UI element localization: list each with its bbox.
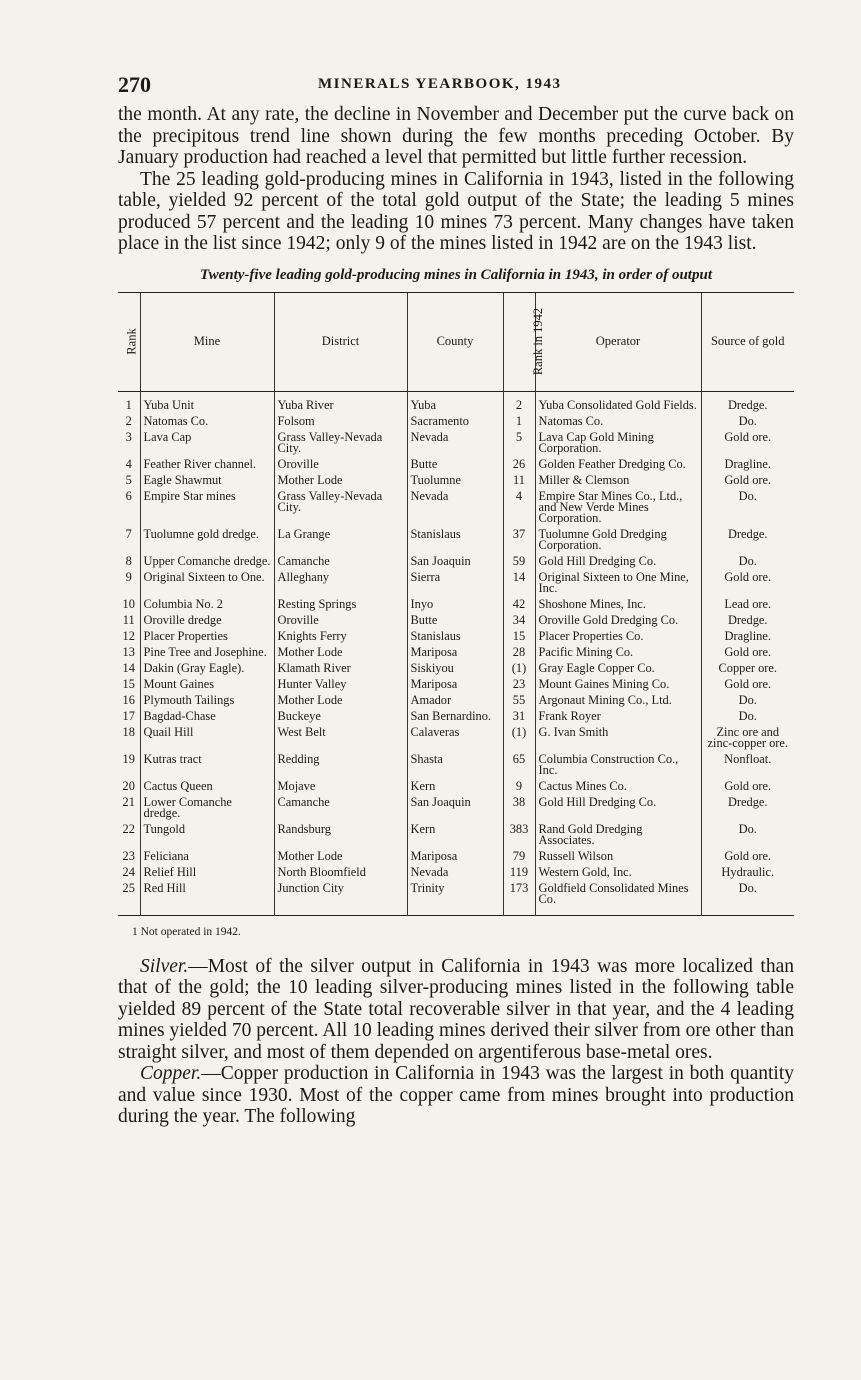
- cell-rank: 16: [122, 692, 135, 707]
- cell-rank-1942: (1): [503, 724, 535, 751]
- cell-mine: Kutras tract: [140, 751, 274, 778]
- cell-source: Copper ore.: [701, 660, 794, 676]
- cell-district: Yuba River: [274, 391, 407, 413]
- cell-mine: Empire Star mines: [140, 488, 274, 526]
- table-row: [118, 708, 794, 724]
- table-row: [118, 644, 794, 660]
- cell-rank: 13: [122, 644, 135, 659]
- cell-rank-1942: 28: [503, 644, 535, 660]
- cell-operator: Gray Eagle Copper Co.: [535, 660, 701, 676]
- cell-district: West Belt: [274, 724, 407, 751]
- cell-operator: Pacific Mining Co.: [535, 644, 701, 660]
- table-row: [118, 488, 794, 526]
- cell-mine: Yuba Unit: [140, 391, 274, 413]
- cell-operator: Oroville Gold Dredging Co.: [535, 612, 701, 628]
- cell-mine: Feather River channel.: [140, 456, 274, 472]
- cell-rank: 8: [125, 553, 132, 568]
- cell-operator: Placer Properties Co.: [535, 628, 701, 644]
- cell-operator: Western Gold, Inc.: [535, 864, 701, 880]
- cell-county: Butte: [407, 612, 503, 628]
- cell-operator: Natomas Co.: [535, 413, 701, 429]
- cell-operator: Original Sixteen to One Mine, Inc.: [535, 569, 701, 596]
- cell-operator: G. Ivan Smith: [535, 724, 701, 751]
- cell-rank-1942: 31: [503, 708, 535, 724]
- cell-rank-1942: 173: [503, 880, 535, 916]
- cell-source: Hydraulic.: [701, 864, 794, 880]
- silver-heading: Silver.: [140, 955, 189, 977]
- cell-district: Mother Lode: [274, 472, 407, 488]
- copper-text: —Copper production in California in 1943 was the largest in both quantity and value since 1930. Most of the copper came from mines brought into production during the year. The following: [118, 1063, 794, 1127]
- cell-county: Kern: [407, 778, 503, 794]
- cell-district: Junction City: [274, 880, 407, 916]
- table-row: [118, 456, 794, 472]
- table-row: [118, 628, 794, 644]
- cell-source: Gold ore.: [701, 848, 794, 864]
- gold-mines-table: [118, 292, 794, 918]
- cell-rank: 24: [122, 864, 135, 879]
- table-row: [118, 676, 794, 692]
- cell-mine: Bagdad-Chase: [140, 708, 274, 724]
- cell-rank: 6: [125, 488, 132, 503]
- cell-operator: Mount Gaines Mining Co.: [535, 676, 701, 692]
- table-row: [118, 612, 794, 628]
- cell-operator: Empire Star Mines Co., Ltd., and New Verde Mines Corporation.: [535, 488, 701, 526]
- cell-county: Mariposa: [407, 676, 503, 692]
- cell-rank-1942: 34: [503, 612, 535, 628]
- cell-mine: Lava Cap: [140, 429, 274, 456]
- cell-rank: 9: [125, 569, 132, 584]
- cell-rank-1942: 55: [503, 692, 535, 708]
- cell-county: Sierra: [407, 569, 503, 596]
- table-row: [118, 569, 794, 596]
- cell-mine: Relief Hill: [140, 864, 274, 880]
- cell-rank-1942: 2: [503, 391, 535, 413]
- cell-mine: Tungold: [140, 821, 274, 848]
- cell-source: Gold ore.: [701, 472, 794, 488]
- cell-source: Do.: [701, 488, 794, 526]
- cell-rank: 2: [125, 413, 132, 428]
- cell-rank-1942: 15: [503, 628, 535, 644]
- cell-district: Mother Lode: [274, 644, 407, 660]
- cell-operator: Rand Gold Dredging Associates.: [535, 821, 701, 848]
- header-source: Source of gold: [701, 292, 794, 391]
- cell-district: Redding: [274, 751, 407, 778]
- cell-mine: Columbia No. 2: [140, 596, 274, 612]
- cell-county: Amador: [407, 692, 503, 708]
- table-row: [118, 751, 794, 778]
- cell-district: Grass Valley-Nevada City.: [274, 429, 407, 456]
- cell-district: Grass Valley-Nevada City.: [274, 488, 407, 526]
- cell-rank-1942: 79: [503, 848, 535, 864]
- cell-source: Dredge.: [701, 526, 794, 553]
- cell-district: Mother Lode: [274, 692, 407, 708]
- cell-rank-1942: 26: [503, 456, 535, 472]
- cell-mine: Quail Hill: [140, 724, 274, 751]
- document-page: [118, 70, 794, 1128]
- cell-mine: Placer Properties: [140, 628, 274, 644]
- cell-mine: Natomas Co.: [140, 413, 274, 429]
- cell-mine: Tuolumne gold dredge.: [140, 526, 274, 553]
- silver-paragraph: [118, 956, 794, 1064]
- table-row: [118, 864, 794, 880]
- table-row: [118, 724, 794, 751]
- cell-district: Knights Ferry: [274, 628, 407, 644]
- cell-rank-1942: 383: [503, 821, 535, 848]
- cell-rank: 18: [122, 724, 135, 739]
- cell-mine: Upper Comanche dredge.: [140, 553, 274, 569]
- cell-county: San Joaquin: [407, 553, 503, 569]
- cell-operator: Miller & Clemson: [535, 472, 701, 488]
- table-row: [118, 553, 794, 569]
- cell-county: Tuolumne: [407, 472, 503, 488]
- copper-paragraph: [118, 1063, 794, 1128]
- cell-county: Mariposa: [407, 644, 503, 660]
- cell-mine: Oroville dredge: [140, 612, 274, 628]
- cell-county: Inyo: [407, 596, 503, 612]
- cell-rank: 14: [122, 660, 135, 675]
- cell-rank: 1: [125, 397, 132, 412]
- cell-source: Gold ore.: [701, 429, 794, 456]
- cell-source: Gold ore.: [701, 644, 794, 660]
- cell-rank: 7: [125, 526, 132, 541]
- table-row: [118, 472, 794, 488]
- cell-operator: Russell Wilson: [535, 848, 701, 864]
- cell-county: Stanislaus: [407, 526, 503, 553]
- cell-mine: Plymouth Tailings: [140, 692, 274, 708]
- cell-source: Do.: [701, 708, 794, 724]
- cell-source: Dragline.: [701, 456, 794, 472]
- cell-rank: 25: [122, 880, 135, 895]
- cell-district: Resting Springs: [274, 596, 407, 612]
- cell-rank: 23: [122, 848, 135, 863]
- table-row: [118, 526, 794, 553]
- cell-mine: Original Sixteen to One.: [140, 569, 274, 596]
- table-caption: Twenty-five leading gold-producing mines in California in 1943, in order of output: [200, 266, 712, 283]
- cell-source: Dragline.: [701, 628, 794, 644]
- cell-source: Gold ore.: [701, 676, 794, 692]
- cell-county: Nevada: [407, 429, 503, 456]
- cell-operator: Shoshone Mines, Inc.: [535, 596, 701, 612]
- cell-county: Mariposa: [407, 848, 503, 864]
- table-row: [118, 692, 794, 708]
- cell-mine: Feliciana: [140, 848, 274, 864]
- cell-rank: 4: [125, 456, 132, 471]
- cell-county: Siskiyou: [407, 660, 503, 676]
- cell-source: Dredge.: [701, 794, 794, 821]
- page-number: 270: [118, 72, 151, 97]
- header-district: District: [274, 292, 407, 391]
- cell-rank-1942: 11: [503, 472, 535, 488]
- header-operator: Operator: [535, 292, 701, 391]
- cell-source: Do.: [701, 880, 794, 916]
- table-bottom-rule: [118, 915, 794, 918]
- header-county: County: [407, 292, 503, 391]
- cell-mine: Lower Comanche dredge.: [140, 794, 274, 821]
- table-row: [118, 596, 794, 612]
- cell-district: Camanche: [274, 794, 407, 821]
- cell-rank: 21: [122, 794, 135, 809]
- cell-rank-1942: 42: [503, 596, 535, 612]
- table-row: [118, 778, 794, 794]
- cell-rank: 19: [122, 751, 135, 766]
- cell-operator: Argonaut Mining Co., Ltd.: [535, 692, 701, 708]
- header-rank-1942: Rank in 1942: [503, 292, 535, 391]
- cell-county: Stanislaus: [407, 628, 503, 644]
- running-head: [118, 70, 794, 104]
- cell-district: Camanche: [274, 553, 407, 569]
- cell-mine: Red Hill: [140, 880, 274, 916]
- table-row: [118, 821, 794, 848]
- cell-district: Mother Lode: [274, 848, 407, 864]
- cell-rank-1942: 4: [503, 488, 535, 526]
- cell-rank-1942: 37: [503, 526, 535, 553]
- cell-rank-1942: 23: [503, 676, 535, 692]
- cell-operator: Columbia Construction Co., Inc.: [535, 751, 701, 778]
- cell-source: Do.: [701, 553, 794, 569]
- cell-rank-1942: 59: [503, 553, 535, 569]
- cell-district: Oroville: [274, 456, 407, 472]
- cell-district: Mojave: [274, 778, 407, 794]
- table-header-row: [118, 292, 794, 391]
- cell-rank-1942: 14: [503, 569, 535, 596]
- cell-operator: Tuolumne Gold Dredging Corporation.: [535, 526, 701, 553]
- table-row: [118, 660, 794, 676]
- cell-district: Buckeye: [274, 708, 407, 724]
- cell-mine: Mount Gaines: [140, 676, 274, 692]
- cell-operator: Lava Cap Gold Mining Corporation.: [535, 429, 701, 456]
- cell-district: La Grange: [274, 526, 407, 553]
- cell-district: North Bloomfield: [274, 864, 407, 880]
- copper-heading: Copper.: [140, 1063, 202, 1084]
- cell-county: Kern: [407, 821, 503, 848]
- header-rank: Rank: [118, 292, 140, 391]
- cell-source: Lead ore.: [701, 596, 794, 612]
- cell-rank: 22: [122, 821, 135, 836]
- cell-rank-1942: 5: [503, 429, 535, 456]
- cell-operator: Gold Hill Dredging Co.: [535, 553, 701, 569]
- intro-paragraph-1: the month. At any rate, the decline in November and December put the curve back on the precipitous trend line shown during the few months preceding October. By January production had reached a level that permitted but little further recession.: [118, 104, 794, 168]
- table-row: [118, 848, 794, 864]
- cell-rank-1942: 38: [503, 794, 535, 821]
- cell-source: Gold ore.: [701, 778, 794, 794]
- cell-county: Yuba: [407, 391, 503, 413]
- cell-operator: Cactus Mines Co.: [535, 778, 701, 794]
- cell-county: San Bernardino.: [407, 708, 503, 724]
- cell-source: Do.: [701, 821, 794, 848]
- cell-district: Oroville: [274, 612, 407, 628]
- cell-rank-1942: 65: [503, 751, 535, 778]
- cell-mine: Eagle Shawmut: [140, 472, 274, 488]
- cell-district: Alleghany: [274, 569, 407, 596]
- cell-source: Do.: [701, 692, 794, 708]
- cell-rank: 10: [122, 596, 135, 611]
- cell-mine: Cactus Queen: [140, 778, 274, 794]
- table-footnote: 1 Not operated in 1942.: [132, 925, 241, 938]
- cell-rank: 17: [122, 708, 135, 723]
- cell-source: Dredge.: [701, 612, 794, 628]
- cell-rank-1942: 9: [503, 778, 535, 794]
- cell-rank: 11: [122, 612, 135, 627]
- cell-county: Trinity: [407, 880, 503, 916]
- cell-rank: 3: [125, 429, 132, 444]
- cell-rank-1942: 1: [503, 413, 535, 429]
- cell-mine: Dakin (Gray Eagle).: [140, 660, 274, 676]
- cell-rank: 20: [122, 778, 135, 793]
- table-row: [118, 429, 794, 456]
- cell-source: Nonfloat.: [701, 751, 794, 778]
- silver-text: —Most of the silver output in California in 1943 was more localized than that of the gold; the 10 leading silver-producing mines listed in the following table yielded 89 percent of the State total recoverable silver in that year, and the 4 leading mines yielded 70 percent. All 10 leading mines derived their silver from ore other than straight silver, and most of them depended on argentiferous base-metal ores.: [118, 955, 794, 1063]
- cell-county: Shasta: [407, 751, 503, 778]
- cell-county: Nevada: [407, 864, 503, 880]
- cell-source: Do.: [701, 413, 794, 429]
- header-mine: Mine: [140, 292, 274, 391]
- cell-source: Gold ore.: [701, 569, 794, 596]
- cell-county: Calaveras: [407, 724, 503, 751]
- cell-operator: Golden Feather Dredging Co.: [535, 456, 701, 472]
- cell-mine: Pine Tree and Josephine.: [140, 644, 274, 660]
- table-body: [118, 391, 794, 915]
- cell-rank: 12: [122, 628, 135, 643]
- cell-county: Sacramento: [407, 413, 503, 429]
- cell-county: San Joaquin: [407, 794, 503, 821]
- cell-operator: Goldfield Consolidated Mines Co.: [535, 880, 701, 916]
- cell-district: Hunter Valley: [274, 676, 407, 692]
- cell-operator: Yuba Consolidated Gold Fields.: [535, 391, 701, 413]
- cell-rank: 15: [122, 676, 135, 691]
- cell-district: Randsburg: [274, 821, 407, 848]
- cell-source: Zinc ore and zinc-copper ore.: [701, 724, 794, 751]
- table-row: [118, 880, 794, 916]
- table-row: [118, 391, 794, 413]
- cell-operator: Frank Royer: [535, 708, 701, 724]
- cell-source: Dredge.: [701, 391, 794, 413]
- table-row: [118, 413, 794, 429]
- cell-county: Nevada: [407, 488, 503, 526]
- cell-district: Klamath River: [274, 660, 407, 676]
- cell-county: Butte: [407, 456, 503, 472]
- cell-rank-1942: 119: [503, 864, 535, 880]
- running-title: MINERALS YEARBOOK, 1943: [318, 76, 562, 92]
- cell-rank-1942: (1): [503, 660, 535, 676]
- table-row: [118, 794, 794, 821]
- cell-district: Folsom: [274, 413, 407, 429]
- cell-rank: 5: [125, 472, 132, 487]
- intro-paragraph-2: The 25 leading gold-producing mines in California in 1943, listed in the following table, yielded 92 percent of the total gold output of the State; the leading 5 mines produced 57 percent and the leading 10 mines 73 percent. Many changes have taken place in the list since 1942; only 9 of the mines listed in 1942 are on the 1943 list.: [118, 168, 794, 254]
- cell-operator: Gold Hill Dredging Co.: [535, 794, 701, 821]
